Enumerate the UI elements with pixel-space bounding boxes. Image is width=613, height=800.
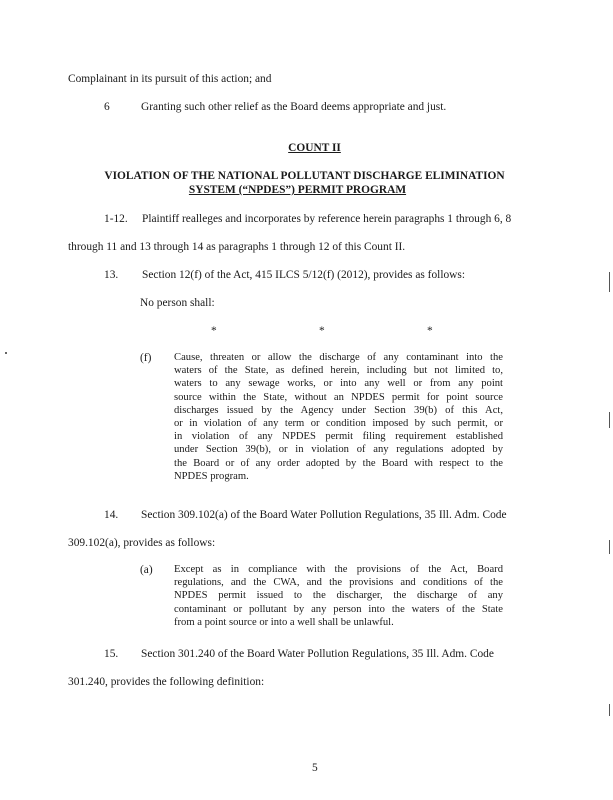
ellipsis-star-3: * [427,325,433,337]
para-14-number: 14. [104,509,119,521]
para-1-12-line1: Plaintiff realleges and incorporates by reference herein paragraphs 1 through 6, 8 [142,213,512,225]
para-1-12-line2: through 11 and 13 through 14 as paragraphs 1 through 12 of this Count II. [68,241,406,253]
para-1-12-number: 1-12. [104,213,128,225]
sub-f-line: the Board or of any order adopted by the Board with respect to the [174,457,503,469]
sub-a-line: regulations, and the CWA, and the provisions and conditions of the [174,577,503,589]
scan-margin-mark [609,272,610,292]
para-13-text: Section 12(f) of the Act, 415 ILCS 5/12(f) (2012), provides as follows: [142,269,465,281]
sub-f-line: or in violation of any term or condition imposed by such permit, or [174,418,503,430]
scan-margin-mark [609,412,610,428]
sub-f-line: waters to any sewage works, or into any well or from any point [174,378,503,390]
sub-a-quote [174,563,503,629]
para-15-number: 15. [104,648,119,660]
sub-f-line: source within the State, without an NPDES permit for point source [174,391,503,403]
sub-a-line: contaminant or pollutant by any person into the waters of the State [174,603,503,615]
prayer-continuation: Complainant in its pursuit of this action; and [68,73,272,85]
sub-a-label: (a) [140,564,153,576]
sub-f-quote [174,351,503,483]
prayer-item-text: Granting such other relief as the Board deems appropriate and just. [141,101,447,113]
scan-margin-mark [609,540,610,554]
no-person-shall: No person shall: [140,297,215,309]
para-14-line2: 309.102(a), provides as follows: [68,537,216,549]
sub-f-line: NPDES program. [174,470,249,482]
page-number: 5 [312,762,318,774]
scan-speck [5,352,7,354]
sub-a-line: NPDES permit issued to the discharger, the discharge of any [174,590,503,602]
sub-f-line: under Section 39(b), or in violation of any regulations adopted by [174,444,503,456]
prayer-item-number: 6 [104,101,110,113]
sub-a-line: Except as in compliance with the provisions of the Act, Board [174,564,503,575]
ellipsis-star-1: * [211,325,217,337]
para-15-line1: Section 301.240 of the Board Water Pollution Regulations, 35 Ill. Adm. Code [141,648,494,660]
count-heading: COUNT II [288,142,341,154]
ellipsis-star-2: * [319,325,325,337]
count-title-line1: VIOLATION OF THE NATIONAL POLLUTANT DISCHARGE ELIMINATION [104,170,505,182]
sub-a-line: from a point source or into a well shall be unlawful. [174,616,394,628]
sub-f-line: Cause, threaten or allow the discharge of any contaminant into the [174,352,503,363]
para-15-line2: 301.240, provides the following definition: [68,676,265,688]
sub-f-label: (f) [140,352,152,364]
scan-margin-mark [609,704,610,716]
sub-f-line: in violation of any NPDES permit filing requirement established [174,431,503,443]
para-14-line1: Section 309.102(a) of the Board Water Pollution Regulations, 35 Ill. Adm. Code [141,509,507,521]
count-title-line2: SYSTEM (“NPDES”) PERMIT PROGRAM [188,184,407,196]
sub-f-line: discharges issued by the Agency under Section 39(b) of this Act, [174,404,503,416]
para-13-number: 13. [104,269,119,281]
sub-f-line: waters of the State, as defined herein, including but not limited to, [174,365,503,377]
